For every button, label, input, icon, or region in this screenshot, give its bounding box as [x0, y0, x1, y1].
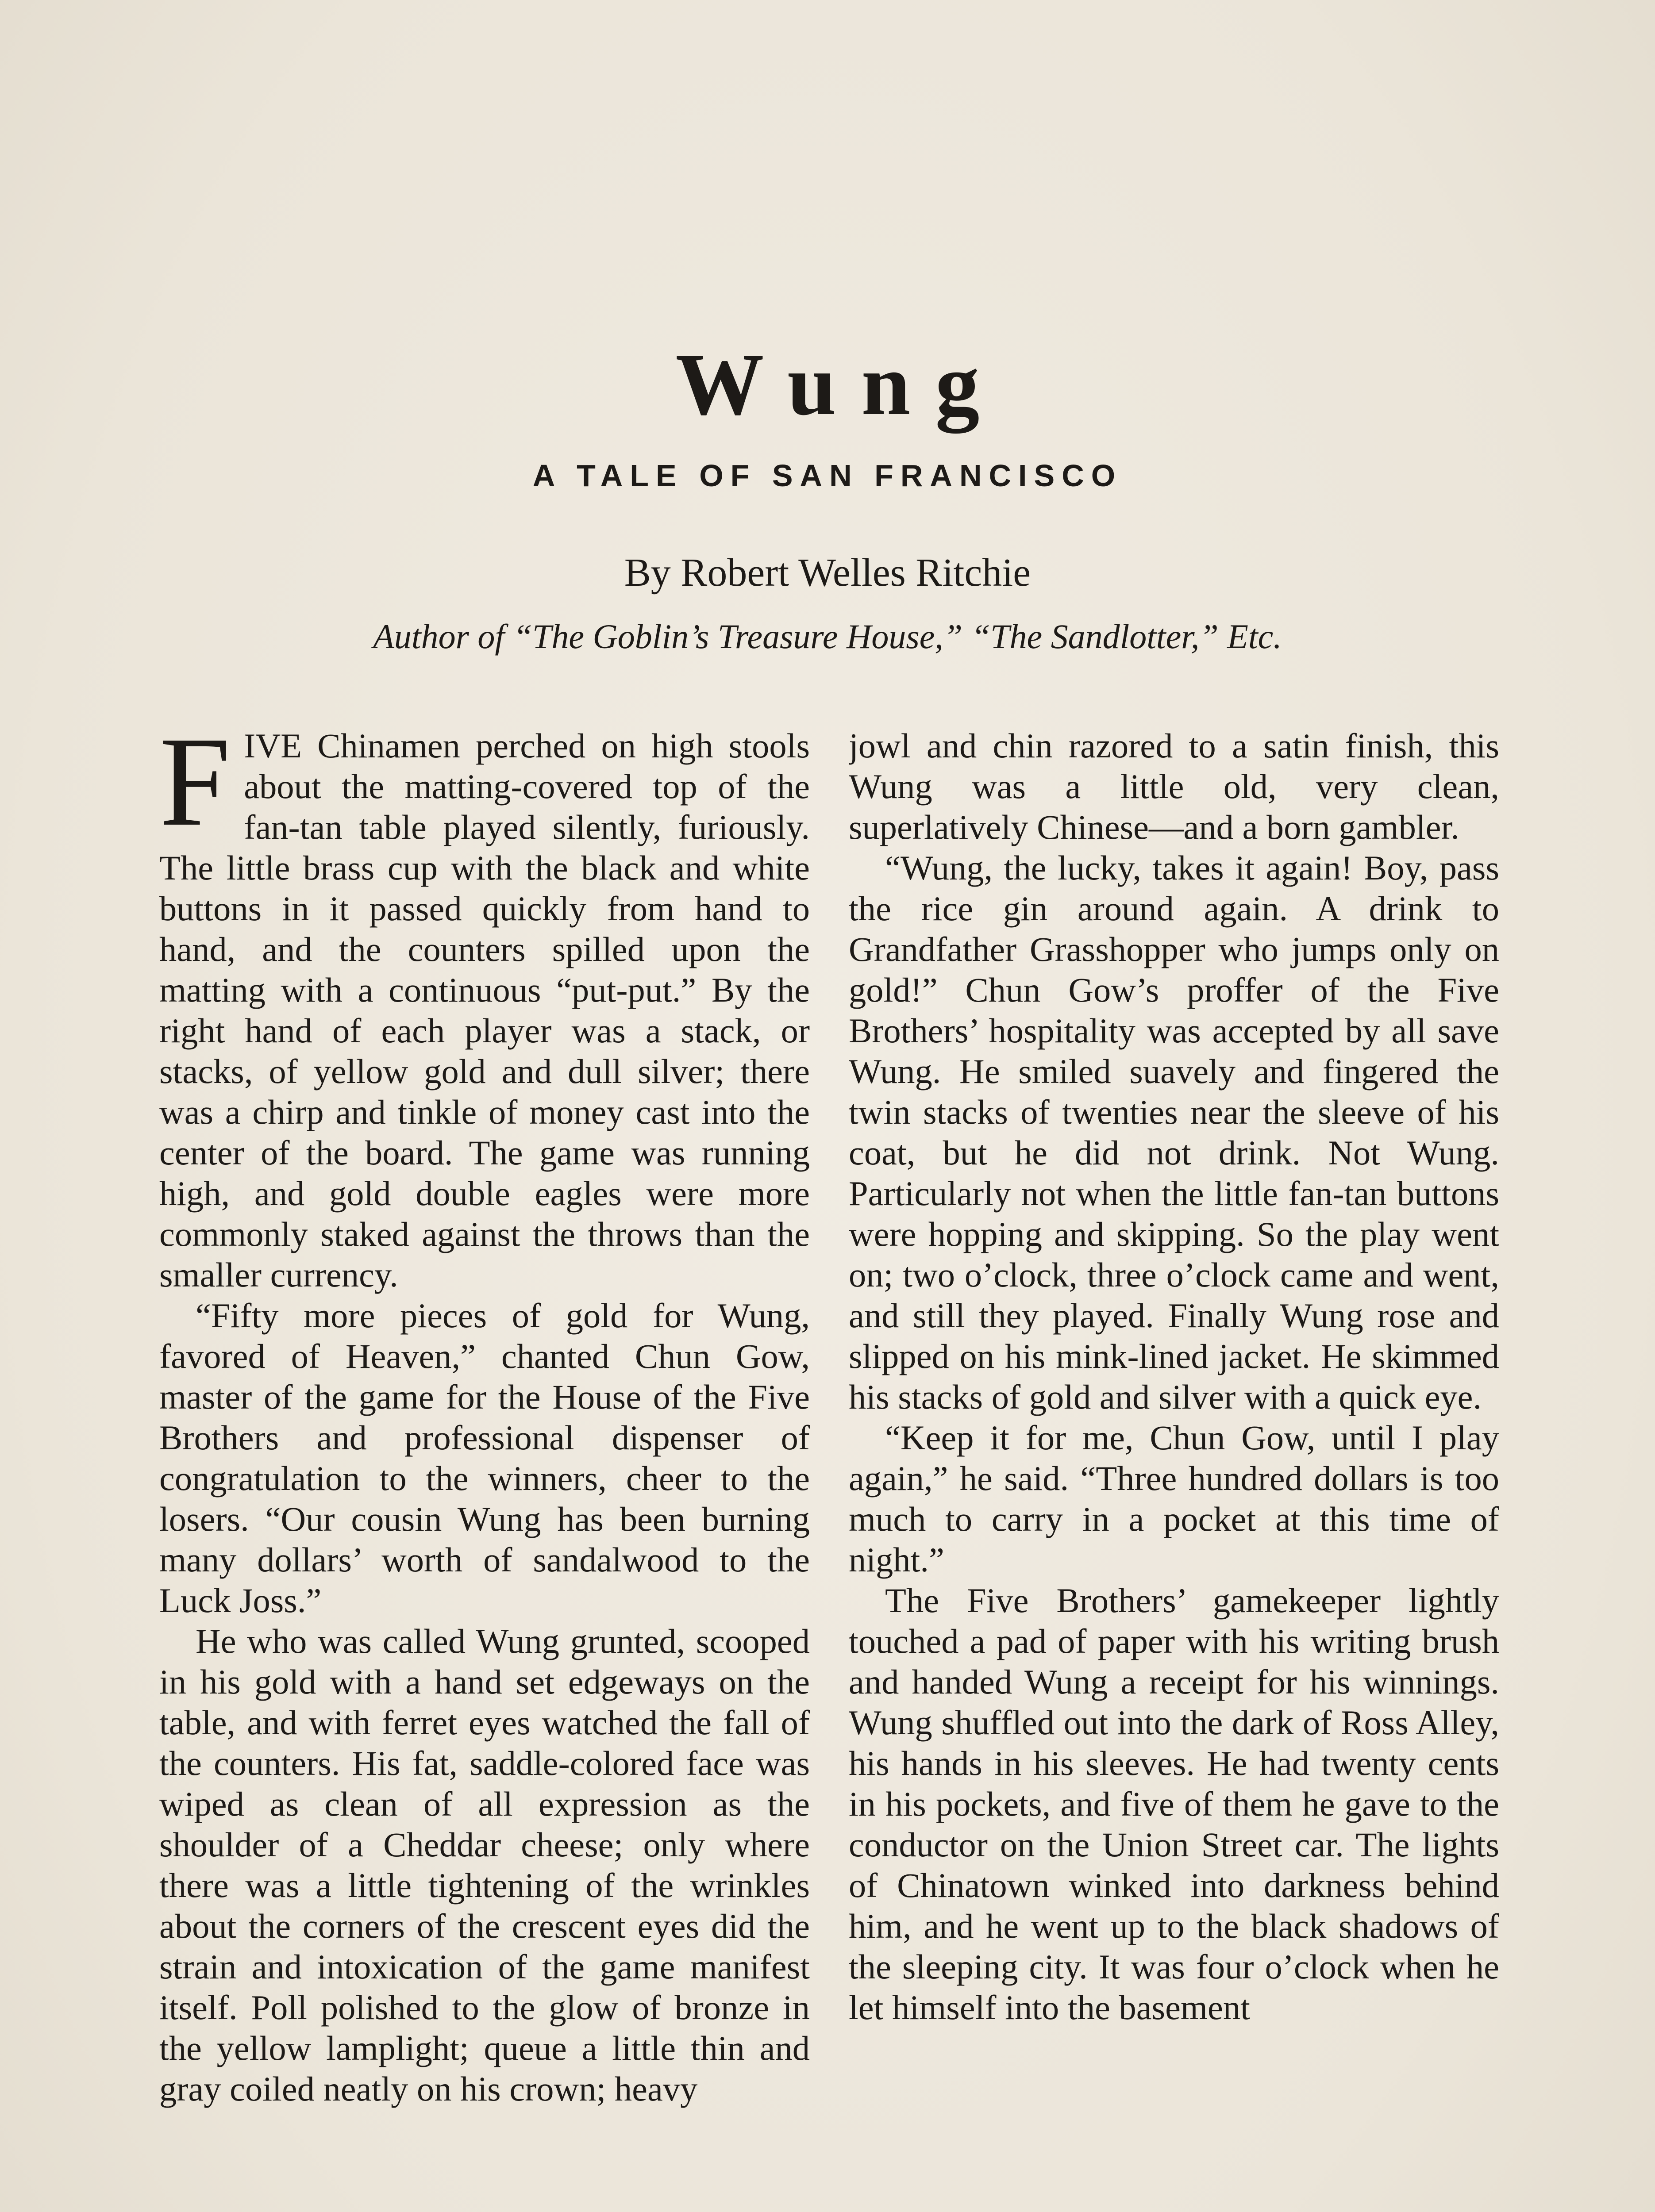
opening-paragraph [159, 726, 810, 1295]
author-byline: By Robert Welles Ritchie [624, 551, 1031, 595]
drop-cap: F [159, 726, 231, 853]
continued-paragraph: jowl and chin razored to a satin finish, this Wung was a little old, very clean, superlatively Chinese—and a born gambler. [849, 726, 1499, 846]
text-column-right [849, 726, 1499, 2212]
paragraph: He who was called Wung grunted, scooped in his gold with a hand set edgeways on the table, and with ferret eyes watched the fall of the counters. His fat, saddle-colored face was wiped as clean of all expression as the shoulder of a Cheddar cheese; only where there was a little tightening of the wrinkles about the corners of the crescent eyes did the strain and intoxication of the game manifest itself. Poll polished to the glow of bronze in the yellow lamplight; queue a little thin and gray coiled neatly on his crown; heavy [159, 1622, 810, 2108]
text-column-left [159, 726, 810, 2212]
story-subtitle: A TALE OF SAN FRANCISCO [532, 458, 1123, 493]
story-title: Wung [675, 336, 1005, 434]
author-credits: Author of “The Goblin’s Treasure House,” “The Sandlotter,” Etc. [373, 617, 1282, 656]
paragraph: “Fifty more pieces of gold for Wung, favored of Heaven,” chanted Chun Gow, master of the game for the House of the Five Brothers and professional dispenser of congratulation to the winners, cheer to the losers. “Our cousin Wung has been burning many dollars’ worth of sandalwood to the Luck Joss.” [159, 1296, 810, 1620]
paragraph: “Wung, the lucky, takes it again! Boy, pass the rice gin around again. A drink to Grandfather Grasshopper who jumps only on gold!” Chun Gow’s proffer of the Five Brothers’ hospitality was accepted by all save Wung. He smiled suavely and fingered the twin stacks of twenties near the sleeve of his coat, but he did not drink. Not Wung. Particularly not when the little fan-tan buttons were hopping and skipping. So the play went on; two o’clock, three o’clock came and went, and still they played. Finally Wung rose and slipped on his mink-lined jacket. He skimmed his stacks of gold and silver with a quick eye. [849, 849, 1499, 1416]
opening-paragraph-text: IVE Chinamen perched on high stools about the matting-covered top of the fan-tan table played silently, furiously. The little brass cup with the black and white buttons in it passed quickly from hand to hand, and the counters spilled upon the matting with a continuous “put-put.” By the right hand of each player was a stack, or stacks, of yellow gold and dull silver; there was a chirp and tinkle of money cast into the center of the board. The game was running high, and gold double eagles were more commonly staked against the throws than the smaller currency. [159, 726, 810, 1294]
paragraph: The Five Brothers’ gamekeeper lightly touched a pad of paper with his writing brush and handed Wung a receipt for his winnings. Wung shuffled out into the dark of Ross Alley, his hands in his sleeves. He had twenty cents in his pockets, and five of them he gave to the conductor on the Union Street car. The lights of Chinatown winked into darkness behind him, and he went up to the black shadows of the sleeping city. It was four o’clock when he let himself into the basement [849, 1581, 1499, 2027]
paragraph: “Keep it for me, Chun Gow, until I play again,” he said. “Three hundred dollars is too much to carry in a pocket at this time of night.” [849, 1418, 1499, 1579]
